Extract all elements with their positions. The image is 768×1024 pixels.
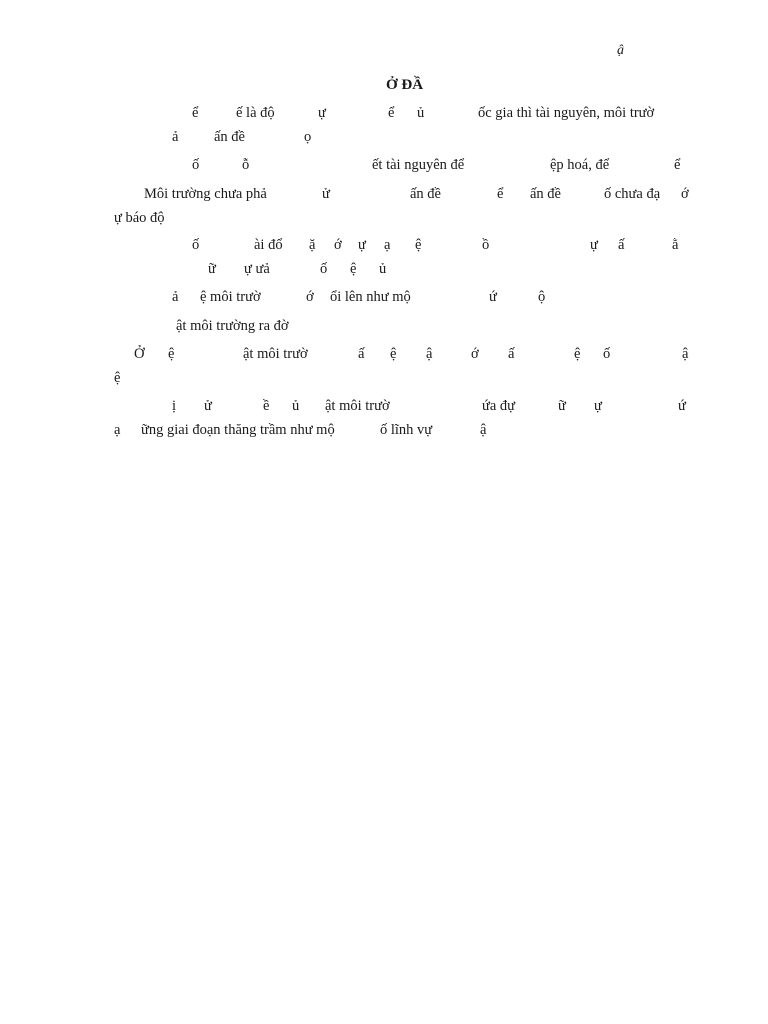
text-fragment: Ở bbox=[134, 346, 145, 362]
text-fragment: ồ bbox=[482, 237, 490, 253]
text-fragment: ốc gia thì tài nguyên, môi trườ bbox=[478, 105, 655, 121]
text-fragment: ế là độ bbox=[236, 105, 275, 121]
text-fragment: ệ bbox=[390, 346, 397, 362]
corner-mark: ậ bbox=[617, 43, 624, 58]
text-fragment: ệ bbox=[415, 237, 422, 253]
text-fragment: ấ bbox=[508, 346, 515, 362]
text-fragment: ớ bbox=[681, 186, 689, 202]
text-fragment: ủ bbox=[417, 105, 425, 121]
text-fragment: ết tài nguyên để bbox=[372, 157, 465, 173]
text-fragment: ự bbox=[318, 105, 326, 121]
text-fragment: ộ bbox=[538, 289, 546, 305]
text-fragment: ặ bbox=[309, 237, 316, 253]
text-fragment: ấn đề bbox=[214, 129, 245, 145]
text-fragment: ố bbox=[320, 261, 328, 277]
text-fragment: ệ bbox=[574, 346, 581, 362]
document-title: Ở ĐẦ bbox=[386, 77, 424, 93]
text-fragment: ố chưa đạ bbox=[604, 186, 661, 202]
text-fragment: ệ môi trườ bbox=[200, 289, 261, 305]
text-fragment: ậ bbox=[480, 422, 487, 438]
text-fragment: ự báo độ bbox=[114, 210, 165, 226]
text-fragment: ọ bbox=[304, 129, 312, 145]
text-fragment: ự bbox=[358, 237, 366, 253]
text-fragment: ật môi trường ra đờ bbox=[176, 318, 289, 334]
text-fragment: ật môi trườ bbox=[243, 346, 308, 362]
text-fragment: ệ bbox=[168, 346, 175, 362]
text-fragment: ệp hoá, để bbox=[550, 157, 610, 173]
text-fragment: ấ bbox=[618, 237, 625, 253]
text-fragment: ữ bbox=[558, 398, 566, 414]
text-fragment: ử bbox=[204, 398, 212, 414]
text-fragment: ố bbox=[192, 157, 200, 173]
text-fragment: ứa đự bbox=[482, 398, 516, 414]
text-fragment: ứ bbox=[489, 289, 497, 305]
text-fragment: ủ bbox=[379, 261, 387, 277]
text-fragment: ớ bbox=[306, 289, 314, 305]
text-fragment: ấ bbox=[358, 346, 365, 362]
text-fragment: ấn đề bbox=[410, 186, 441, 202]
text-fragment: ự bbox=[590, 237, 598, 253]
text-fragment: ự ưả bbox=[244, 261, 270, 277]
text-fragment: ớ bbox=[334, 237, 342, 253]
text-fragment: ể bbox=[674, 157, 681, 173]
text-fragment: ố bbox=[192, 237, 200, 253]
text-fragment: ậ bbox=[682, 346, 689, 362]
text-fragment: ứ bbox=[678, 398, 686, 414]
text-fragment: ể bbox=[192, 105, 199, 121]
text-fragment: ể bbox=[497, 186, 504, 202]
text-fragment: ổi lên như mộ bbox=[330, 289, 411, 305]
text-fragment: ật môi trườ bbox=[325, 398, 390, 414]
text-fragment: ài đổ bbox=[254, 237, 283, 253]
text-fragment: ả bbox=[172, 129, 179, 145]
text-fragment: ề bbox=[263, 398, 270, 414]
text-fragment: ậ bbox=[426, 346, 433, 362]
text-fragment: ự bbox=[594, 398, 602, 414]
text-fragment: ị bbox=[172, 398, 177, 414]
text-fragment: ữ bbox=[208, 261, 216, 277]
text-fragment: ả bbox=[172, 289, 179, 305]
text-fragment: ử bbox=[322, 186, 330, 202]
text-fragment: ớ bbox=[471, 346, 479, 362]
text-fragment: Môi trường chưa phả bbox=[144, 186, 267, 202]
text-fragment: ể bbox=[388, 105, 395, 121]
text-fragment: ố lĩnh vự bbox=[380, 422, 433, 438]
text-fragment: ạ bbox=[114, 422, 121, 438]
text-fragment: ững giai đoạn thăng trầm như mộ bbox=[141, 422, 335, 438]
text-fragment: ằ bbox=[672, 237, 679, 253]
text-fragment: ấn đề bbox=[530, 186, 561, 202]
text-fragment: ạ bbox=[384, 237, 391, 253]
text-fragment: ủ bbox=[292, 398, 300, 414]
text-fragment: ệ bbox=[114, 370, 121, 386]
text-fragment: ệ bbox=[350, 261, 357, 277]
text-fragment: ỗ bbox=[242, 157, 250, 173]
text-fragment: ố bbox=[603, 346, 611, 362]
